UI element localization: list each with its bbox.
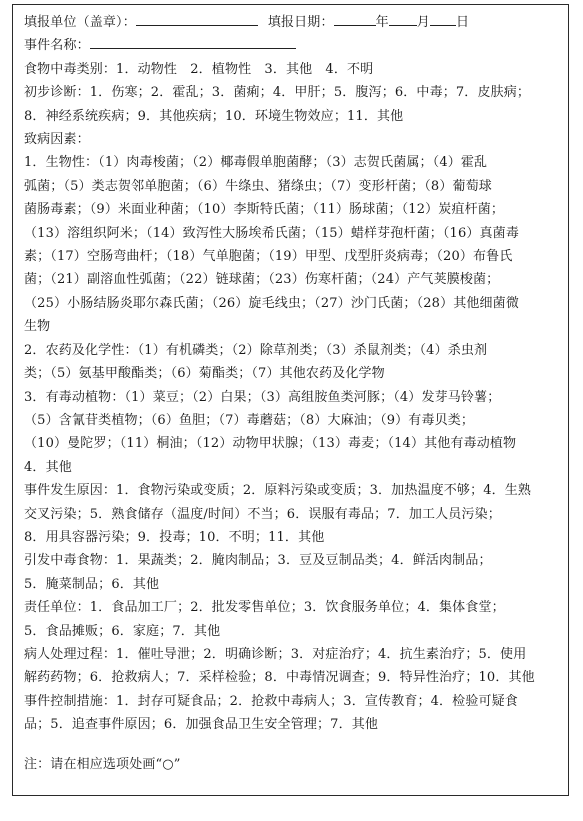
form-line: （25）小肠结肠炎耶尔森氏菌；（26）旋毛线虫；（27）沙门氏菌；（28）其他细菌微 — [24, 295, 519, 311]
form-line: 解药药物；6．抢救病人；7．采样检验；8．中毒情况调查；9．特异性治疗；10．其他 — [24, 670, 535, 686]
form-line: 4．其他 — [24, 459, 72, 475]
form-line: 生物 — [24, 319, 51, 335]
form-line: 3．有毒动植物：（1）菜豆；（2）白果；（3）高组胺鱼类河豚；（4）发芽马铃薯； — [24, 389, 501, 405]
year-label: 年 — [375, 15, 389, 30]
form-line: 事件发生原因：1．食物污染或变质；2．原料污染或变质；3．加热温度不够；4．生熟 — [24, 483, 532, 499]
form-line: 致病因素： — [24, 132, 90, 148]
form-line: （13）溶组织阿米；（14）致泻性大肠埃希氏菌；（15）蜡样芽孢杆菌；（16）真菌毒 — [24, 225, 519, 241]
form-line: 菌肠毒素；（9）米面业种菌；（10）李斯特氏菌；（11）肠球菌；（12）炭疽杆菌； — [24, 202, 505, 218]
form-line: 8．神经系统疾病；9．其他疾病；10．环境生物效应；11．其他 — [24, 108, 404, 124]
month-label: 月 — [416, 15, 430, 30]
month-field[interactable] — [389, 11, 417, 26]
unit-label: 填报单位（盖章）： — [24, 15, 136, 30]
form-line: 责任单位：1．食品加工厂；2．批发零售单位；3．饮食服务单位；4．集体食堂； — [24, 600, 505, 616]
form-line: 引发中毒食物：1．果蔬类；2．腌肉制品；3．豆及豆制品类；4．鲜活肉制品； — [24, 553, 492, 569]
form-line: 食物中毒类别：1．动物性 2．植物性 3．其他 4．不明 — [24, 61, 374, 77]
form-line: 5．食品摊贩；6．家庭；7．其他 — [24, 623, 221, 639]
event-name-row — [24, 34, 560, 57]
form-line: 5．腌菜制品；6．其他 — [24, 576, 160, 592]
event-name-label: 事件名称： — [24, 38, 90, 54]
day-label: 日 — [455, 15, 470, 30]
form-body — [24, 58, 560, 737]
form-line: 类；（5）氨基甲酸酯类；（6）菊酯类；（7）其他农药及化学物 — [24, 366, 385, 382]
event-name-field[interactable] — [90, 34, 296, 49]
form-line: （5）含氰苷类植物；（6）鱼胆；（7）毒蘑菇；（8）大麻油；（9）有毒贝类； — [24, 412, 475, 428]
form-line: 2．农药及化学性：（1）有机磷类；（2）除草剂类；（3）杀鼠剂类；（4）杀虫剂 — [24, 342, 488, 358]
footnote: 注：请在相应选项处画“○” — [24, 756, 181, 772]
form-line: 8．用具容器污染；9．投毒；10．不明；11．其他 — [24, 529, 325, 545]
day-field[interactable] — [430, 11, 456, 26]
form-line: 交叉污染；5．熟食储存（温度/时间）不当；6．误服有毒品；7．加工人员污染； — [24, 506, 501, 522]
form-line: 素；（17）空肠弯曲杆；（18）气单胞菌；（19）甲型、戊型肝炎病毒；（20）布鲁氏 — [24, 249, 513, 265]
unit-field[interactable] — [136, 11, 258, 26]
form-line: 事件控制措施：1．封存可疑食品；2．抢救中毒病人；3．宣传教育；4．检验可疑食 — [24, 693, 518, 709]
spacer — [24, 737, 560, 753]
form-line: 1．生物性：（1）肉毒梭菌；（2）椰毒假单胞菌酵；（3）志贺氏菌属；（4）霍乱 — [24, 155, 488, 171]
form-line: 菌；（21）副溶血性弧菌；（22）链球菌；（23）伤寒杆菌；（24）产气荚膜梭菌； — [24, 272, 500, 288]
date-label: 填报日期： — [267, 15, 334, 30]
form-line: 弧菌；（5）类志贺邻单胞菌；（6）牛绦虫、猪绦虫；（7）变形杆菌；（8）葡萄球 — [24, 178, 492, 194]
form-line: 品；5．追查事件原因；6．加强食品卫生安全管理；7．其他 — [24, 717, 379, 733]
year-field[interactable] — [334, 11, 376, 26]
report-form — [12, 4, 569, 796]
form-line: 病人处理过程：1．催吐导泄；2．明确诊断；3．对症治疗；4．抗生素治疗；5．使用 — [24, 646, 527, 662]
form-line: 初步诊断：1．伤寒；2．霍乱；3．菌痢；4．甲肝；5．腹泻；6．中毒；7．皮肤病； — [24, 85, 531, 101]
form-line: （10）曼陀罗；（11）桐油；（12）动物甲状腺；（13）毒麦；（14）其他有毒动植物 — [24, 436, 517, 452]
header-row — [24, 11, 560, 34]
